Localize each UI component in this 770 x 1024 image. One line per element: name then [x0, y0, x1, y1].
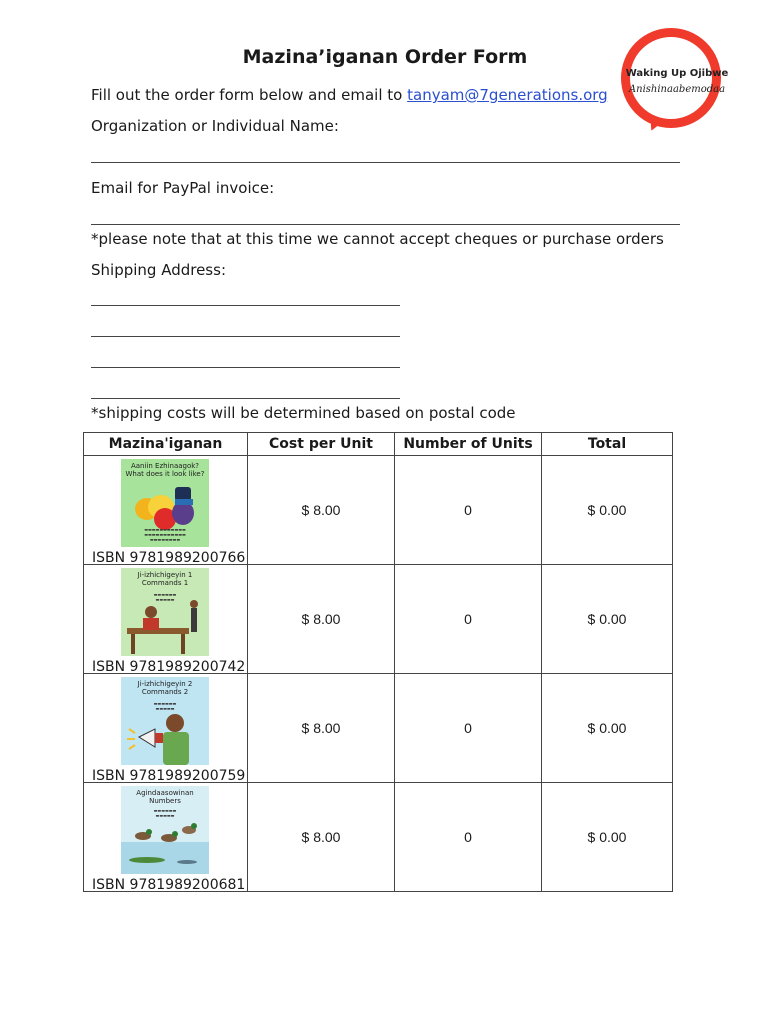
cover-subtext: ▬▬▬▬▬▬▬▬▬▬▬ ▬▬▬▬▬▬▬▬▬▬▬ ▬▬▬▬▬▬▬▬ [144, 527, 186, 542]
cost-cell: $ 8.00 [248, 565, 395, 674]
book-cell [84, 565, 248, 674]
cover-subtext: ▬▬▬▬▬▬ ▬▬▬▬▬ [153, 808, 177, 818]
book-cell [84, 456, 248, 565]
form-title: Mazina’iganan Order Form [242, 46, 528, 68]
units-cell[interactable]: 0 [395, 674, 542, 783]
units-cell[interactable]: 0 [395, 783, 542, 892]
isbn-label: ISBN 9781989200742 [92, 659, 246, 675]
total-cell: $ 0.00 [542, 456, 673, 565]
cover-title: Ji-izhichigeyin 2 Commands 2 [137, 680, 193, 696]
table-row [84, 674, 673, 783]
isbn-label: ISBN 9781989200766 [92, 550, 246, 566]
cost-cell: $ 8.00 [248, 783, 395, 892]
units-cell[interactable]: 0 [395, 456, 542, 565]
shipping-note: *shipping costs will be determined based on postal code [91, 404, 516, 422]
shipping-line-3[interactable] [91, 367, 400, 368]
table-row [84, 783, 673, 892]
shipping-line-1[interactable] [91, 305, 400, 306]
total-cell: $ 0.00 [542, 674, 673, 783]
book-cover-3 [121, 677, 209, 765]
shipping-label: Shipping Address: [91, 261, 226, 279]
header-units: Number of Units [395, 433, 542, 456]
header-books: Mazina'iganan [84, 433, 248, 456]
megaphone-illustration [121, 677, 209, 765]
order-table [83, 432, 673, 892]
waking-up-ojibwe-logo [617, 28, 737, 136]
email-link[interactable]: tanyam@7generations.org [407, 86, 608, 104]
cover-subtext: ▬▬▬▬▬▬ ▬▬▬▬▬ [153, 701, 177, 711]
header-total: Total [542, 433, 673, 456]
header-cost: Cost per Unit [248, 433, 395, 456]
shipping-line-2[interactable] [91, 336, 400, 337]
total-cell: $ 0.00 [542, 783, 673, 892]
book-cell [84, 674, 248, 783]
isbn-label: ISBN 9781989200681 [92, 877, 246, 893]
table-header-row [84, 433, 673, 456]
org-input-line[interactable] [91, 162, 680, 163]
intro-line [91, 86, 608, 104]
book-cover-2 [121, 568, 209, 656]
table-row [84, 565, 673, 674]
logo-line-1: Waking Up Ojibwe [625, 68, 729, 79]
units-cell[interactable]: 0 [395, 565, 542, 674]
table-row [84, 456, 673, 565]
logo-line-2: Anishinaabemodaa [628, 84, 726, 95]
ducks-illustration [121, 786, 209, 874]
cost-cell: $ 8.00 [248, 674, 395, 783]
cover-subtext: ▬▬▬▬▬▬ ▬▬▬▬▬ [153, 592, 177, 602]
shipping-line-4[interactable] [91, 398, 400, 399]
cover-title: Agindaasowinan Numbers [136, 789, 194, 805]
org-label: Organization or Individual Name: [91, 117, 339, 135]
table-scene-illustration [121, 568, 209, 656]
cheque-note: *please note that at this time we cannot accept cheques or purchase orders [91, 230, 664, 248]
book-cell [84, 783, 248, 892]
paypal-input-line[interactable] [91, 224, 680, 225]
book-cover-4 [121, 786, 209, 874]
paypal-label: Email for PayPal invoice: [91, 179, 275, 197]
intro-text: Fill out the order form below and email to [91, 86, 408, 104]
total-cell: $ 0.00 [542, 565, 673, 674]
cover-title: Aaniin Ezhinaagok? What does it look like? [125, 462, 205, 478]
cover-title: Ji-izhichigeyin 1 Commands 1 [137, 571, 193, 587]
isbn-label: ISBN 9781989200759 [92, 768, 246, 784]
cost-cell: $ 8.00 [248, 456, 395, 565]
book-cover-1 [121, 459, 209, 547]
